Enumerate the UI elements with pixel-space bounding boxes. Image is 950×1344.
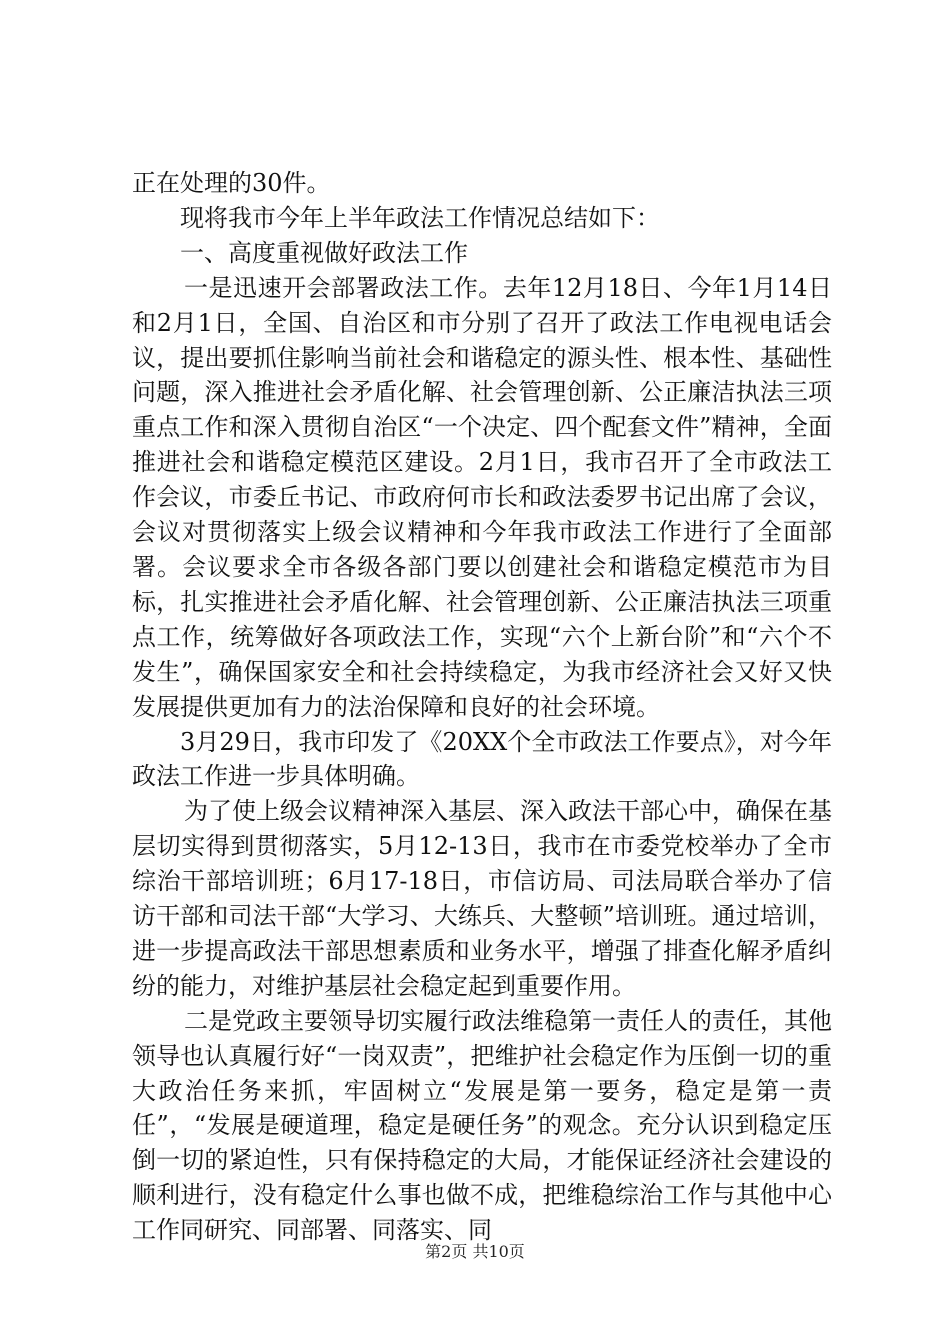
page-number-footer: 第2页 共10页 bbox=[425, 1242, 525, 1261]
paragraph-meeting-deployment: 一是迅速开会部署政法工作。去年12月18日、今年1月14日和2月1日，全国、自治区和市分别了召开了政法工作电视电话会议，提出要抓住影响当前社会和谐稳定的源头性、根本性、基础性问题，深入推进社会矛盾化解、社会管理创新、公正廉洁执法三项重点工作和深入贯彻自治区“一个决定、四个配套文件”精神，全面推进社会和谐稳定模范区建设。2月1日，我市召开了全市政法工作会议，市委丘书记、市政府何市长和政法委罗书记出席了会议，会议对贯彻落实上级会议精神和今年我市政法工作进行了全面部署。会议要求全市各级各部门要以创建社会和谐稳定模范市为目标，扎实推进社会矛盾化解、社会管理创新、公正廉洁执法三项重点工作，统筹做好各项政法工作，实现“六个上新台阶”和“六个不发生”，确保国家安全和社会持续稳定，为我市经济社会又好又快发展提供更加有力的法治保障和良好的社会环境。 bbox=[132, 273, 832, 721]
paragraph-work-points: 3月29日，我市印发了《20XX个全市政法工作要点》，对今年政法工作进一步具体明确。 bbox=[132, 727, 832, 791]
paragraph-training: 为了使上级会议精神深入基层、深入政法干部心中，确保在基层切实得到贯彻落实，5月12-13日，我市在市委党校举办了全市综治干部培训班；6月17-18日，市信访局、司法局联合举办了信访干部和司法干部“大学习、大练兵、大整顿”培训班。通过培训，进一步提高政法干部思想素质和业务水平，增强了排查化解矛盾纠纷的能力，对维护基层社会稳定起到重要作用。 bbox=[132, 797, 832, 1000]
paragraph-intro: 现将我市今年上半年政法工作情况总结如下： bbox=[180, 203, 660, 232]
paragraph-continuation: 正在处理的30件。 bbox=[132, 169, 331, 197]
document-body bbox=[132, 166, 832, 1248]
paragraph-leadership-responsibility: 二是党政主要领导切实履行政法维稳第一责任人的责任，其他领导也认真履行好“一岗双责”，把维护社会稳定作为压倒一切的重大政治任务来抓，牢固树立“发展是第一要务，稳定是第一责任”，“发展是硬道理，稳定是硬任务”的观念。充分认识到稳定压倒一切的紧迫性，只有保持稳定的大局，才能保证经济社会建设的顺利进行，没有稳定什么事也做不成，把维稳综治工作与其他中心工作同研究、同部署、同落实、同 bbox=[132, 1006, 832, 1245]
section-heading: 一、高度重视做好政法工作 bbox=[180, 238, 468, 267]
